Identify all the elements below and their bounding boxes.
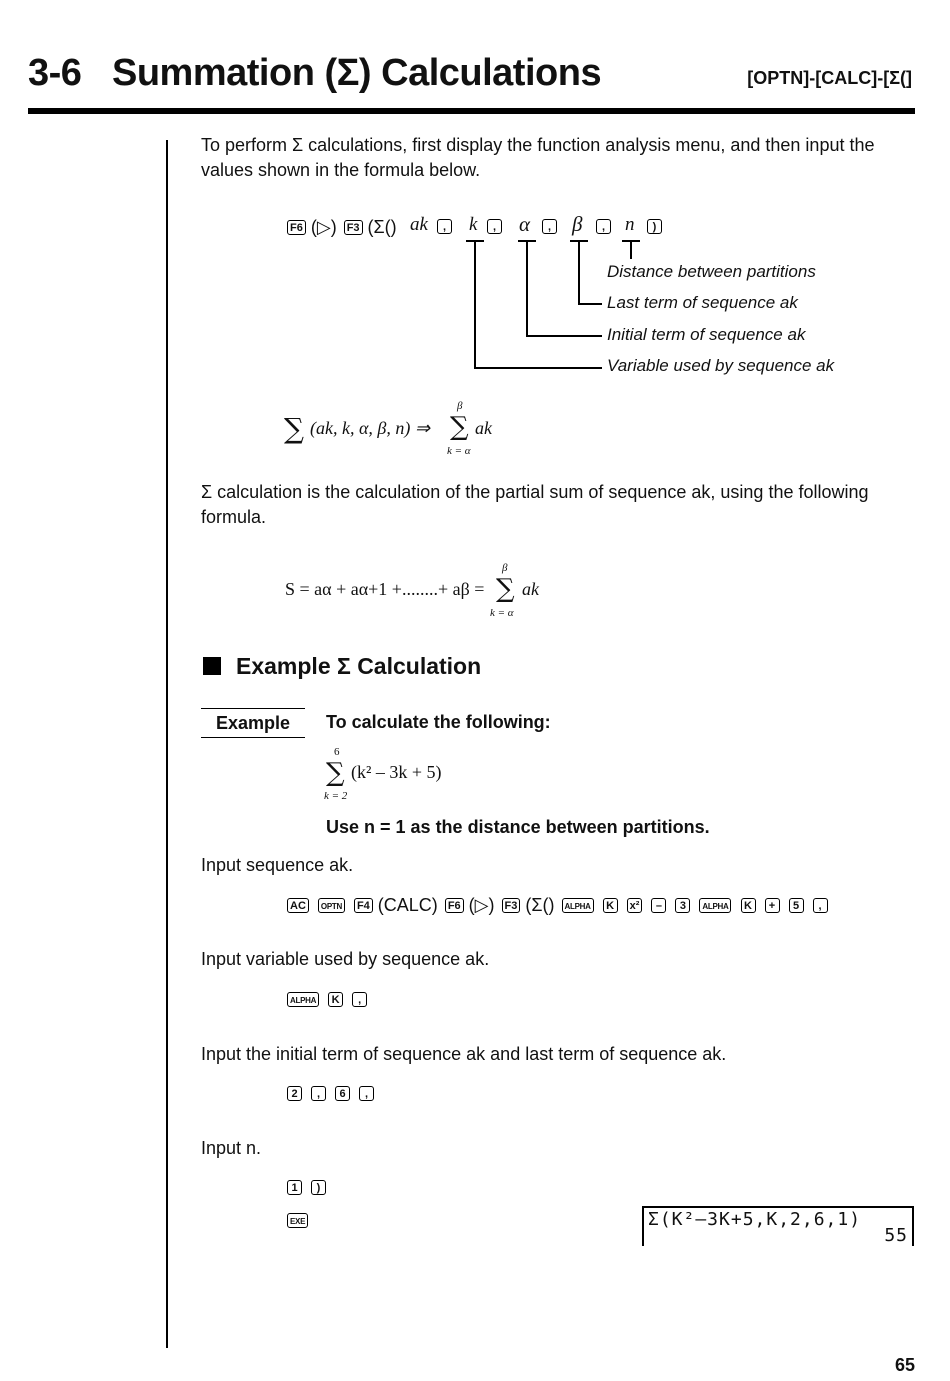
key-alpha: ALPHA	[287, 992, 319, 1007]
sigma-symbol: ∑	[326, 758, 345, 788]
key-1: 1	[287, 1180, 302, 1195]
callout-line	[474, 367, 602, 369]
step-label: Input n.	[201, 1138, 262, 1158]
formula2-term: ak	[522, 579, 539, 599]
key-f6: F6	[445, 898, 464, 913]
formula1-term: ak	[475, 418, 492, 438]
step4-keys	[287, 1176, 330, 1197]
key-comma: ,	[596, 219, 611, 234]
margin-rule	[166, 140, 168, 1348]
formula2-upper: β	[502, 562, 508, 574]
callout-line	[474, 240, 476, 368]
sigma-symbol: ∑	[450, 412, 469, 442]
page-number: 65	[894, 1355, 915, 1375]
key-comma: ,	[352, 992, 367, 1007]
example-badge: Example	[201, 708, 305, 738]
token-ak: ak	[410, 214, 428, 235]
example-sum-upper: 6	[334, 746, 340, 758]
section-number: 3-6	[28, 52, 82, 94]
intro-text: To perform Σ calculations, first display the function analysis menu, and then input the values shown in the formula below.	[201, 135, 875, 180]
key-optn: OPTN	[318, 898, 345, 913]
formula1-lower: k = α	[447, 445, 471, 457]
key-label: (CALC)	[377, 894, 438, 915]
key-k: K	[328, 992, 343, 1007]
key-close-paren: )	[647, 219, 662, 234]
key-comma: ,	[311, 1086, 326, 1101]
syntax-sequence	[287, 216, 399, 238]
key-comma: ,	[487, 219, 502, 234]
key-comma: ,	[542, 219, 557, 234]
header-rule	[28, 108, 915, 114]
key-6: 6	[335, 1086, 350, 1101]
callout-line	[578, 240, 580, 304]
label-last-term: Last term of sequence ak	[607, 293, 798, 312]
explanation-text: Σ calculation is the calculation of the partial sum of sequence ak, using the following formula.	[201, 482, 869, 527]
step-label: Input sequence ak.	[201, 855, 354, 875]
key-label: (Σ()	[367, 216, 397, 237]
sigma-symbol: ∑	[284, 412, 304, 445]
key-k: K	[741, 898, 756, 913]
key-comma: ,	[359, 1086, 374, 1101]
label-initial-term: Initial term of sequence ak	[607, 325, 806, 344]
callout-line	[526, 335, 602, 337]
key-label: (▷)	[310, 216, 337, 237]
key-5: 5	[789, 898, 804, 913]
key-plus: +	[765, 898, 780, 913]
token-alpha: α	[519, 212, 531, 236]
example-use-note: Use n = 1 as the distance between partitions.	[326, 817, 710, 837]
step2-keys	[287, 988, 371, 1009]
step4-exe	[287, 1209, 312, 1230]
heading-square-icon	[203, 657, 221, 675]
callout-line	[578, 303, 602, 305]
key-f3: F3	[502, 898, 521, 913]
label-distance: Distance between partitions	[607, 262, 816, 281]
key-ac: AC	[287, 898, 309, 913]
key-x-squared: x²	[627, 898, 643, 913]
token-n: n	[625, 214, 635, 235]
callout-line	[630, 240, 632, 259]
step1-keys	[287, 894, 832, 916]
example-instruction: To calculate the following:	[326, 712, 551, 732]
formula1-args: (ak, k, α, β, n) ⇒	[310, 418, 430, 438]
key-comma: ,	[813, 898, 828, 913]
sigma-symbol: ∑	[496, 574, 515, 604]
display-result: 55	[884, 1225, 908, 1246]
key-3: 3	[675, 898, 690, 913]
calculator-display	[642, 1206, 914, 1246]
key-exe: EXE	[287, 1213, 308, 1228]
key-f3: F3	[344, 220, 363, 235]
step-label: Input variable used by sequence ak.	[201, 949, 490, 969]
callout-line	[526, 240, 528, 336]
key-label: (▷)	[468, 894, 495, 915]
key-label: (Σ()	[525, 894, 555, 915]
formula2-left: S = aα + aα+1 +........+ aβ =	[285, 579, 485, 599]
formula1-upper: β	[457, 400, 463, 412]
token-k: k	[469, 214, 478, 235]
key-comma: ,	[437, 219, 452, 234]
step-label: Input the initial term of sequence ak and last term of sequence ak.	[201, 1044, 727, 1064]
display-line-1: Σ(K²–3K+5,K,2,6,1)	[648, 1209, 862, 1230]
example-sum-lower: k = 2	[324, 790, 348, 802]
key-k: K	[603, 898, 618, 913]
key-f4: F4	[354, 898, 373, 913]
example-heading: Example Σ Calculation	[236, 653, 482, 679]
key-f6: F6	[287, 220, 306, 235]
label-variable: Variable used by sequence ak	[607, 356, 835, 375]
key-2: 2	[287, 1086, 302, 1101]
key-alpha: ALPHA	[699, 898, 731, 913]
formula2-lower: k = α	[490, 607, 514, 619]
key-path: [OPTN]-[CALC]-[Σ(]	[747, 68, 912, 88]
key-close-paren: )	[311, 1180, 326, 1195]
key-minus: –	[651, 898, 666, 913]
example-sum-expression: (k² – 3k + 5)	[351, 762, 442, 782]
key-alpha: ALPHA	[562, 898, 594, 913]
step3-keys	[287, 1082, 378, 1103]
token-beta: β	[572, 212, 583, 236]
page-title: Summation (Σ) Calculations	[112, 52, 602, 94]
